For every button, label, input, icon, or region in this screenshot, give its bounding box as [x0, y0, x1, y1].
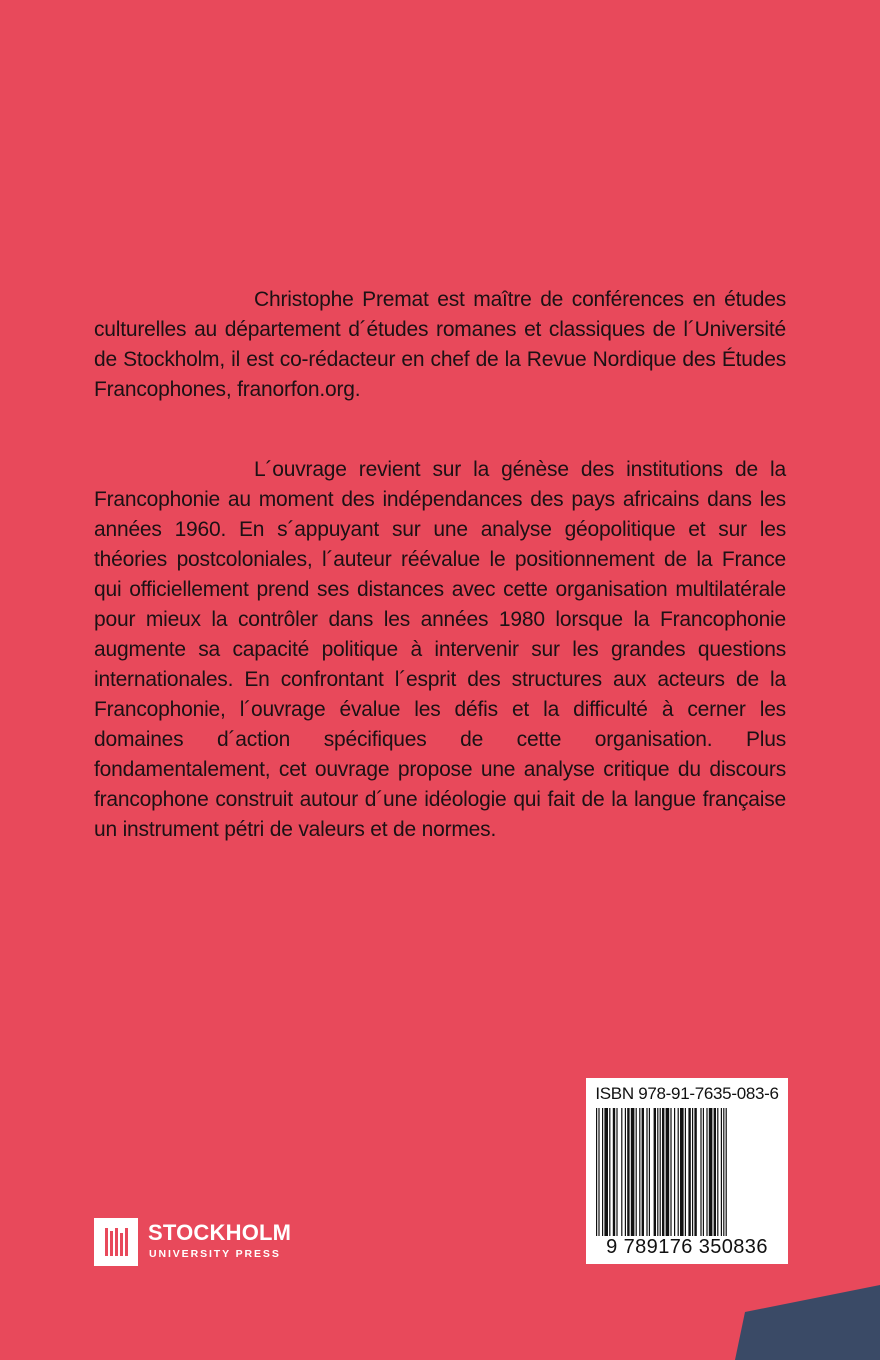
book-summary: [94, 455, 786, 845]
barcode-bars: [594, 1108, 780, 1236]
publisher-subname: UNIVERSITY PRESS: [149, 1248, 281, 1260]
isbn-label: ISBN 978-91-7635-083-6: [595, 1084, 779, 1103]
author-bio: [94, 285, 786, 405]
publisher-logo: [94, 1218, 324, 1268]
books-icon: [94, 1218, 138, 1266]
barcode-digits: 9 789176 350836: [606, 1236, 768, 1258]
author-bio-text: Christophe Premat est maître de conférences en études culturelles au département d´études romanes et classiques de l´Université de Stockholm, il est co-rédacteur en chef de la Revue Nordique des Études Francophones, franorfon.org.: [94, 288, 786, 401]
publisher-name: STOCKHOLM: [148, 1220, 292, 1245]
isbn-barcode: [586, 1078, 788, 1264]
book-summary-text: L´ouvrage revient sur la génèse des institutions de la Francophonie au moment des indépendances des pays africains dans les années 1960. En s´appuyant sur une analyse géopolitique et sur les théories postcoloniales, l´auteur réévalue le positionnement de la France qui officiellement prend ses distances avec cette organisation multilatérale pour mieux la contrôler dans les années 1980 lorsque la Francophonie augmente sa capacité politique à intervenir sur les grandes questions internationales. En confrontant l´esprit des structures aux acteurs de la Francophonie, l´ouvrage évalue les défis et la difficulté à cerner les domaines d´action spécifiques de cette organisation. Plus fondamentalement, cet ouvrage propose une analyse critique du discours francophone construit autour d´une idéologie qui fait de la langue française un instrument pétri de valeurs et de normes.: [94, 458, 786, 841]
